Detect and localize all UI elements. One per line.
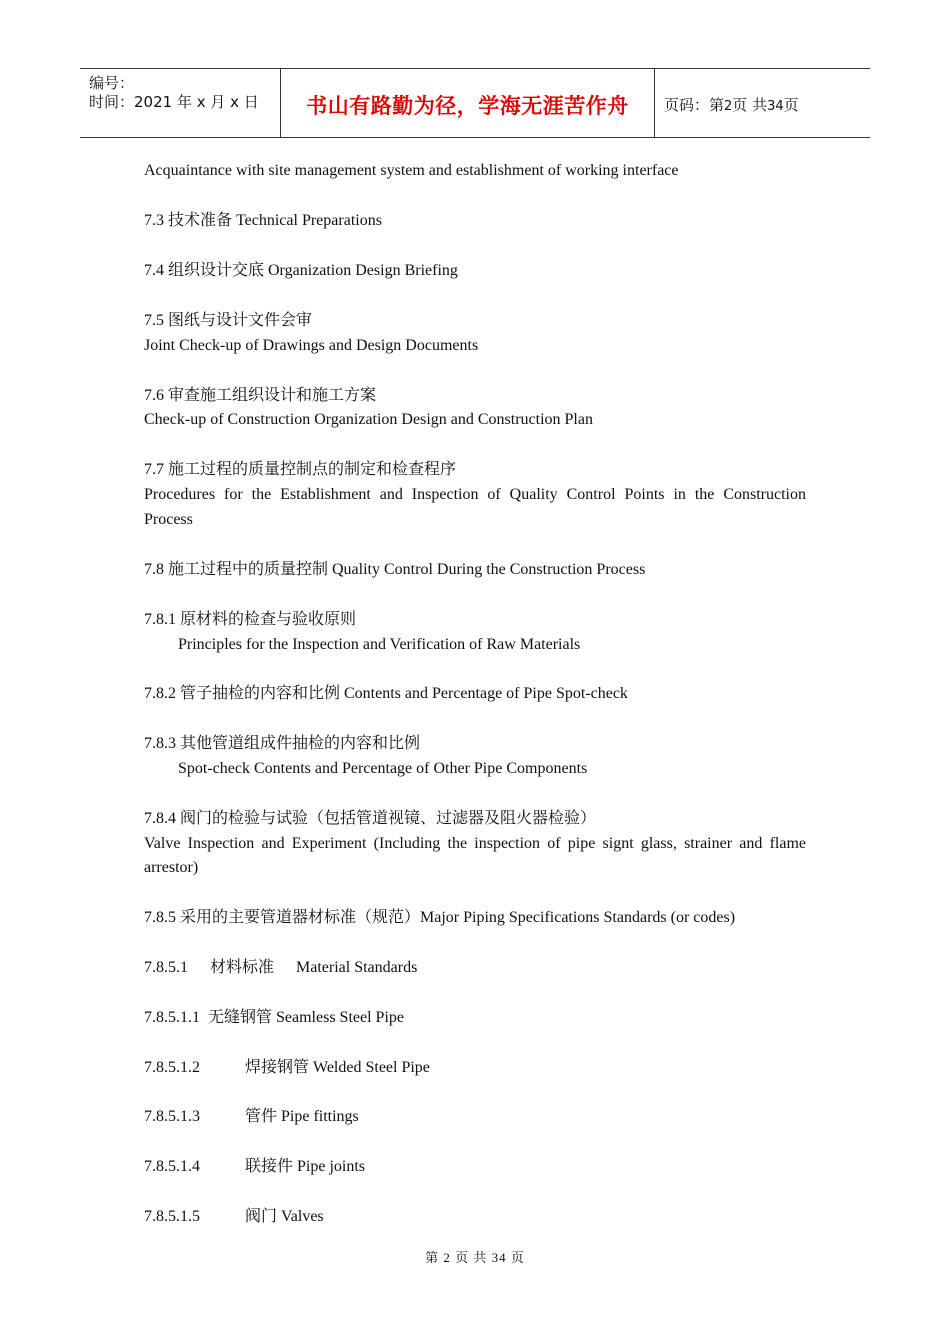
document-date: 时间：2021 年 x 月 x 日 <box>89 93 259 111</box>
header-motto-cell <box>281 69 655 137</box>
item-number: 7.8.5.1.5 <box>144 1208 200 1225</box>
item-number: 7.8.5.1.4 <box>144 1158 200 1175</box>
item-text: 联接件 Pipe joints <box>245 1158 366 1175</box>
item-text-en: Material Standards <box>296 959 418 976</box>
text-line: Procedures for the Establishment and Inspection of Quality Control Points in the Construction <box>144 486 806 503</box>
list-item <box>144 1008 404 1028</box>
item-text: 材料标准 <box>210 959 275 976</box>
list-item <box>144 1058 430 1078</box>
item-number: 7.8.5.1.2 <box>144 1059 200 1076</box>
header-page-mid: 页 共 <box>732 96 768 114</box>
text-line: Principles for the Inspection and Verification of Raw Materials <box>178 636 581 653</box>
item-text: 无缝钢管 Seamless Steel Pipe <box>208 1009 404 1026</box>
text-line: Acquaintance with site management system and establishment of working interface <box>144 162 679 179</box>
section-heading: 7.8.4 阀门的检验与试验（包括管道视镜、过滤器及阻火器检验） <box>144 810 597 827</box>
footer-page-total: 34 <box>491 1250 507 1265</box>
footer-mid: 页 共 <box>455 1250 488 1265</box>
footer-suffix: 页 <box>510 1250 525 1265</box>
list-item <box>144 1107 359 1127</box>
header-page-suffix: 页 <box>783 96 799 114</box>
text-line: Spot-check Contents and Percentage of Other Pipe Components <box>178 760 588 777</box>
section-heading: 7.5 图纸与设计文件会审 <box>144 312 313 329</box>
item-text: 焊接钢管 Welded Steel Pipe <box>245 1059 430 1076</box>
header-meta-cell <box>80 69 281 137</box>
footer-prefix: 第 <box>425 1250 440 1265</box>
section-heading: 7.3 技术准备 Technical Preparations <box>144 212 382 229</box>
item-text: 阀门 Valves <box>245 1208 324 1225</box>
item-number: 7.8.5.1.3 <box>144 1108 200 1125</box>
section-heading: 7.8.2 管子抽检的内容和比例 Contents and Percentage of Pipe Spot-check <box>144 685 628 702</box>
section-heading: 7.6 审查施工组织设计和施工方案 <box>144 387 377 404</box>
header-page-prefix: 页码：第 <box>664 96 725 114</box>
section-heading: 7.7 施工过程的质量控制点的制定和检查程序 <box>144 461 457 478</box>
text-line: Process <box>144 511 193 528</box>
document-number-label: 编号： <box>89 74 135 92</box>
footer-page-current: 2 <box>443 1250 451 1265</box>
list-item <box>144 1207 324 1227</box>
header-page-cell <box>655 69 870 137</box>
section-heading: 7.4 组织设计交底 Organization Design Briefing <box>144 262 458 279</box>
header-page-indicator <box>664 94 799 115</box>
text-line: Check-up of Construction Organization Design and Construction Plan <box>144 411 593 428</box>
header-motto: 书山有路勤为径，学海无涯苦作舟 <box>306 94 629 118</box>
text-line: Valve Inspection and Experiment (Including the inspection of pipe signt glass, strainer and flame <box>144 835 806 852</box>
section-heading: 7.8 施工过程中的质量控制 Quality Control During the Construction Process <box>144 561 646 578</box>
item-number: 7.8.5.1 <box>144 959 188 976</box>
list-item <box>144 958 417 978</box>
text-line: Joint Check-up of Drawings and Design Documents <box>144 337 479 354</box>
item-number: 7.8.5.1.1 <box>144 1009 200 1026</box>
section-heading: 7.8.1 原材料的检查与验收原则 <box>144 611 357 628</box>
list-item <box>144 1157 365 1177</box>
section-heading: 7.8.5 采用的主要管道器材标准（规范）Major Piping Specifications Standards (or codes) <box>144 909 736 926</box>
item-text: 管件 Pipe fittings <box>245 1108 359 1125</box>
header-page-current: 2 <box>724 99 733 114</box>
section-heading: 7.8.3 其他管道组成件抽检的内容和比例 <box>144 735 421 752</box>
header-page-total: 34 <box>767 99 784 114</box>
page-footer <box>0 1247 950 1266</box>
text-line: arrestor) <box>144 859 199 876</box>
page-header <box>80 68 870 138</box>
